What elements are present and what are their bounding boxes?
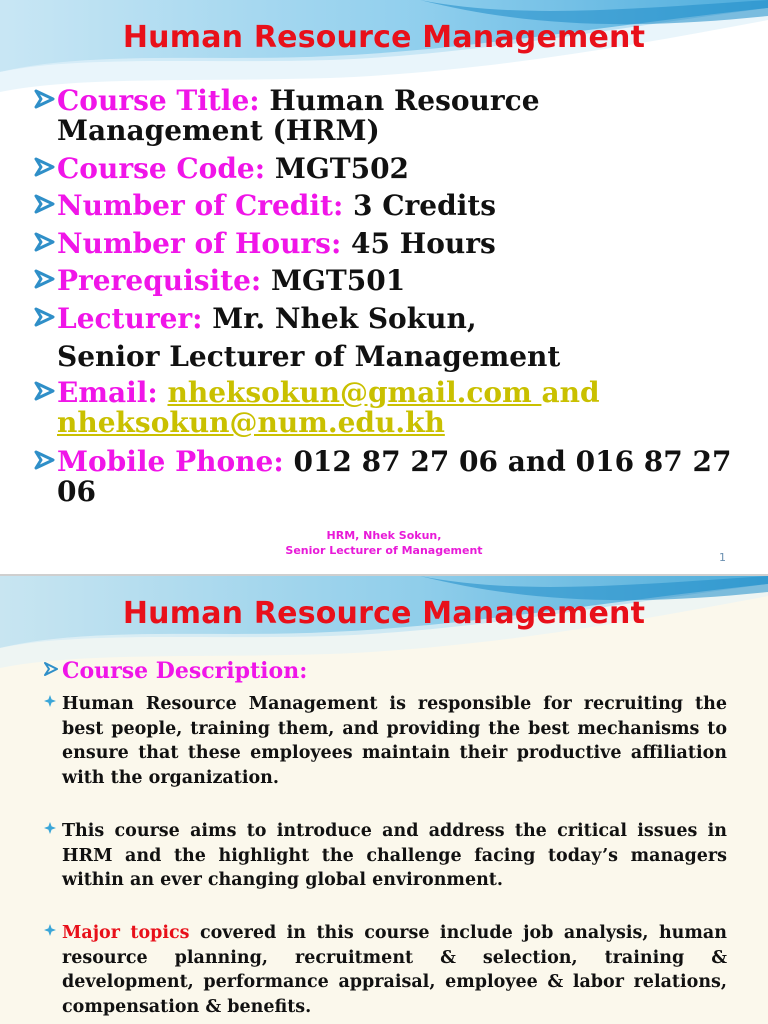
bullet-value: 45 Hours — [351, 227, 496, 260]
email-link-gmail[interactable]: nheksokun@gmail.com — [167, 376, 542, 409]
bullet-label: Course Title: — [57, 84, 260, 117]
arrow-bullet-icon — [34, 380, 56, 402]
paragraph-text: Human Resource Management is responsible for recruiting the best people, training them, and providing the best mechanisms to ensure that these employees maintain their productive affiliation with the organization. — [62, 694, 727, 788]
arrow-bullet-icon — [34, 306, 56, 328]
arrow-bullet-icon — [34, 231, 56, 253]
bullet-value: 3 Credits — [353, 189, 497, 222]
bullet-prerequisite — [34, 266, 754, 296]
arrow-bullet-icon — [34, 449, 56, 471]
arrow-bullet-icon — [34, 193, 56, 215]
course-description-heading — [44, 658, 307, 684]
diamond-bullet-icon — [44, 924, 56, 936]
bullet-label: Mobile Phone: — [57, 445, 284, 478]
bullet-lecturer — [34, 304, 754, 372]
diamond-bullet-icon — [44, 822, 56, 834]
arrow-bullet-icon — [34, 88, 56, 110]
slide-title: Human Resource Management — [122, 596, 646, 631]
bullet-hours — [34, 229, 754, 259]
diamond-bullet-icon — [44, 695, 56, 707]
description-paragraph-2 — [44, 819, 727, 893]
paragraph-text: This course aims to introduce and address the critical issues in HRM and the highlight the challenge facing today’s managers within an ever changing global environment. — [62, 821, 727, 890]
bullet-course-title — [34, 86, 754, 146]
bullet-label: Number of Hours: — [57, 227, 342, 260]
bullet-label: Email: — [57, 376, 158, 409]
description-paragraph-3 — [44, 921, 727, 1019]
slide-footer — [200, 528, 568, 558]
bullet-label: Prerequisite: — [57, 264, 262, 297]
email-link-num[interactable]: nheksokun@num.edu.kh — [57, 406, 445, 439]
bullet-email — [34, 378, 754, 438]
footer-line-2: Senior Lecturer of Management — [285, 544, 483, 557]
email-conjunction: and — [541, 376, 600, 409]
slide-title: Human Resource Management — [122, 20, 646, 55]
bullet-value: MGT502 — [274, 152, 410, 185]
lecturer-position: Senior Lecturer of Management — [57, 340, 561, 373]
footer-line-1: HRM, Nhek Sokun, — [326, 529, 442, 542]
bullet-mobile-phone — [34, 447, 754, 507]
bullet-label: Course Code: — [57, 152, 266, 185]
bullet-value: Mr. Nhek Sokun, — [212, 302, 477, 335]
bullet-label: Number of Credit: — [57, 189, 344, 222]
slide-2 — [0, 576, 768, 1024]
description-paragraph-1 — [44, 692, 727, 790]
arrow-bullet-icon — [44, 661, 58, 677]
paragraph-text: covered in this course include job analysis, human resource planning, recruitment & selection, training & development, performance appraisal, employee & labor relations, compensation & benefits. — [62, 923, 727, 1017]
arrow-bullet-icon — [34, 268, 56, 290]
bullet-label: Lecturer: — [57, 302, 203, 335]
bullet-credits — [34, 191, 754, 221]
bullet-value: 012 87 27 06 and 016 87 27 06 — [57, 445, 732, 508]
bullet-value: Human Resource Management (HRM) — [57, 84, 540, 147]
page-number: 1 — [719, 551, 726, 564]
bullet-course-code — [34, 154, 754, 184]
bullet-value: MGT501 — [271, 264, 406, 297]
section-label: Course Description: — [62, 658, 308, 684]
arrow-bullet-icon — [34, 156, 56, 178]
major-topics-highlight: Major topics — [62, 923, 190, 943]
